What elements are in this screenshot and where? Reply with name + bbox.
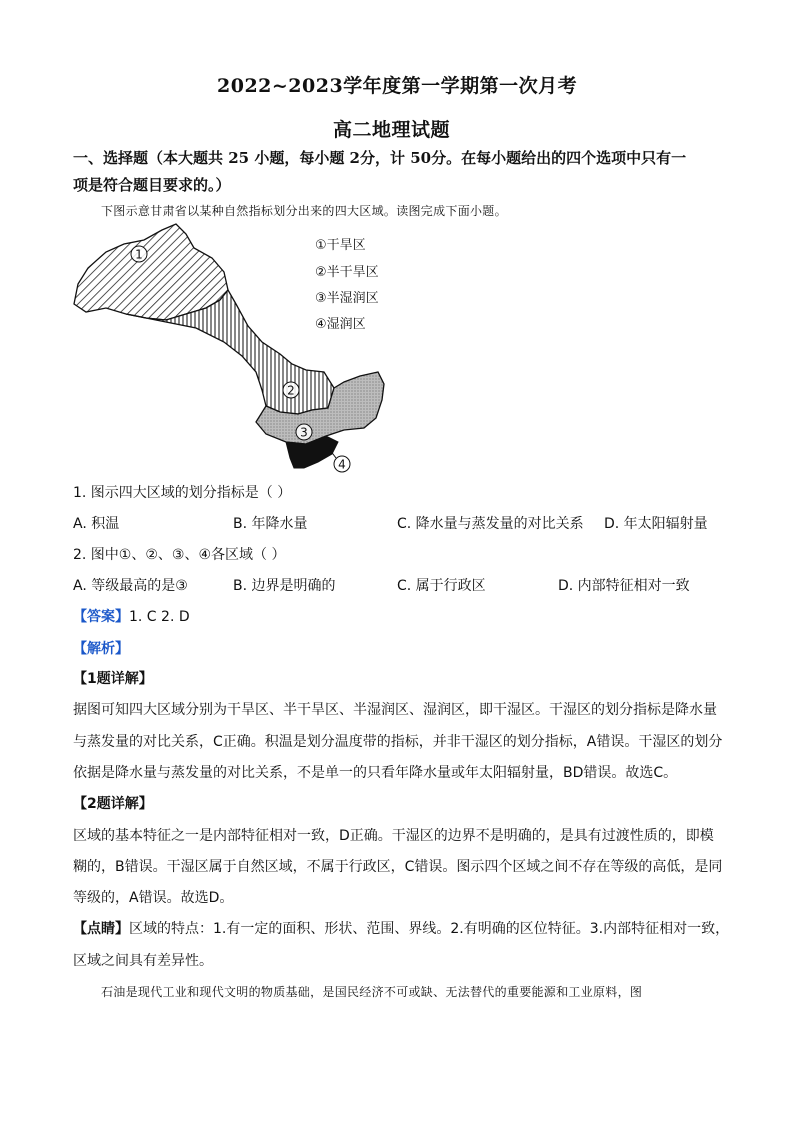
- section-heading-line1: 一、选择题（本大题共 25 小题，每小题 2分，计 50分。在每小题给出的四个选项中只有一: [73, 149, 687, 167]
- legend-item-semi-arid: ②半干旱区: [315, 265, 379, 280]
- svg-text:2: 2: [287, 383, 295, 398]
- question-1-stem: 1. 图示四大区域的划分指标是（ ）: [73, 485, 292, 501]
- tip-key: 【点睛】: [73, 921, 129, 937]
- page-subtitle: 高二地理试题: [333, 119, 451, 141]
- answer-text: 1. C 2. D: [129, 609, 190, 625]
- tip-line-2: 区域之间具有差异性。: [73, 953, 213, 969]
- tip-text: 区域的特点：1.有一定的面积、形状、范围、界线。2.有明确的区位特征。3.内部特征相对一致，: [129, 921, 730, 937]
- question-1-option-c: C. 降水量与蒸发量的对比关系: [397, 516, 584, 532]
- detail-2-key: 【2题详解】: [73, 796, 153, 812]
- map-label-3: [296, 424, 312, 440]
- detail-2-line-1: 区域的基本特征之一是内部特征相对一致，D正确。干湿区的边界不是明确的，是具有过渡性质的，即模: [73, 828, 714, 844]
- svg-text:4: 4: [338, 457, 346, 472]
- detail-2-line-3: 等级的，A错误。故选D。: [73, 890, 234, 906]
- detail-2-line-2: 糊的，B错误。干湿区属于自然区域，不属于行政区，C错误。图示四个区域之间不存在等级的高低，是同: [73, 859, 723, 875]
- legend-item-semi-humid: ③半湿润区: [315, 291, 379, 306]
- detail-1-line-3: 依据是降水量与蒸发量的对比关系，不是单一的只看年降水量或年太阳辐射量，BD错误。故选C。: [73, 765, 678, 781]
- question-2-option-d: D. 内部特征相对一致: [558, 578, 690, 594]
- question-1-option-d: D. 年太阳辐射量: [604, 516, 708, 532]
- svg-text:1: 1: [135, 247, 143, 262]
- question-2-option-a: A. 等级最高的是③: [73, 578, 188, 594]
- legend-item-humid: ④湿润区: [315, 317, 366, 332]
- detail-1-line-1: 据图可知四大区域分别为干旱区、半干旱区、半湿润区、湿润区，即干湿区。干湿区的划分指标是降水量: [73, 702, 717, 718]
- answer-line: [73, 606, 190, 626]
- legend-item-arid: ①干旱区: [315, 238, 366, 253]
- map-label-2: [283, 382, 299, 398]
- question-intro: 下图示意甘肃省以某种自然指标划分出来的四大区域。读图完成下面小题。: [101, 204, 507, 218]
- section-heading-line2: 项是符合题目要求的。）: [73, 176, 231, 194]
- page-title: 2022~2023学年度第一学期第一次月考: [217, 75, 578, 97]
- region-arid: [74, 224, 228, 320]
- analysis-key: 【解析】: [73, 641, 129, 657]
- question-2-option-c: C. 属于行政区: [397, 578, 486, 594]
- map-label-4: [330, 450, 350, 472]
- question-1-option-a: A. 积温: [73, 516, 120, 532]
- question-2-option-b: B. 边界是明确的: [233, 578, 336, 594]
- tip-line-1: [73, 918, 729, 938]
- svg-text:3: 3: [300, 425, 308, 440]
- detail-1-key: 【1题详解】: [73, 671, 153, 687]
- answer-key: 【答案】: [73, 609, 129, 625]
- next-question-intro: 石油是现代工业和现代文明的物质基础，是国民经济不可或缺、无法替代的重要能源和工业原料，图: [101, 985, 643, 999]
- detail-1-line-2: 与蒸发量的对比关系，C正确。积温是划分温度带的指标，并非干湿区的划分指标，A错误。干湿区的划分: [73, 734, 723, 750]
- question-2-stem: 2. 图中①、②、③、④各区域（ ）: [73, 547, 286, 563]
- question-1-option-b: B. 年降水量: [233, 516, 308, 532]
- map-label-1: [131, 246, 147, 262]
